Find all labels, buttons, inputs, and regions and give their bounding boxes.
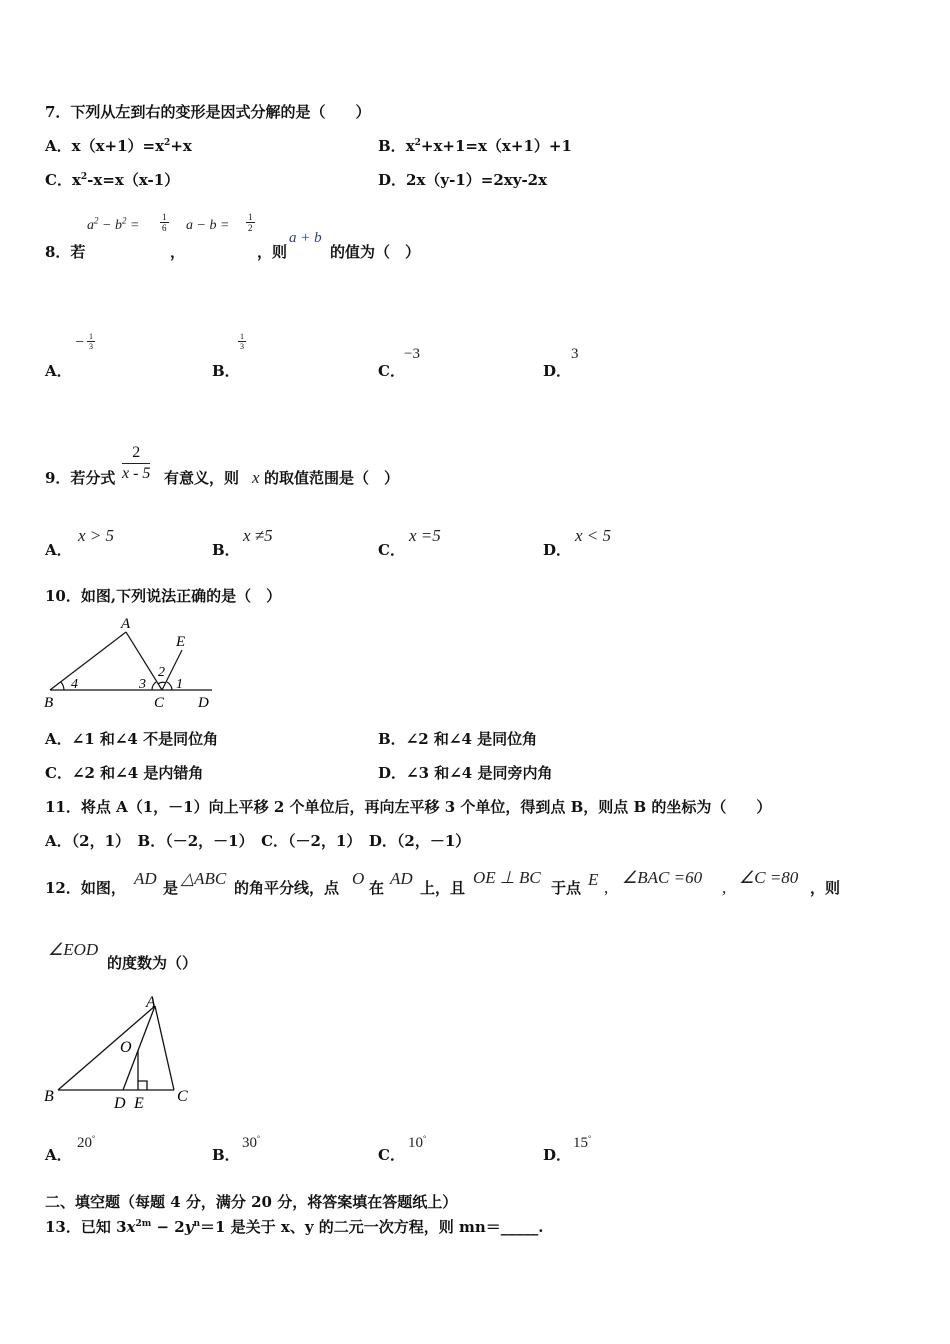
q12-angle-bac: ∠BAC =60 xyxy=(622,868,703,887)
q12-separator-1: , xyxy=(604,878,609,897)
q10-option-b: B．∠2 和∠4 是同位角 xyxy=(378,730,538,748)
q12-option-a-degree: ° xyxy=(92,1134,96,1143)
q8-comma-1: ， xyxy=(170,243,186,261)
q8-target-expression: a + b xyxy=(289,230,322,246)
q10-angle-3: 3 xyxy=(139,677,146,692)
q7-option-a: A．$x(x+1)=x^2+x$ xyxy=(45,137,192,155)
q10-angle-4: 4 xyxy=(71,677,78,692)
q12-option-b-label: B． xyxy=(212,1146,240,1164)
q10-angle-2: 2 xyxy=(158,665,165,680)
q8-condition-1: $a^2 - b^2$ = xyxy=(87,215,140,233)
q11-stem: 11．将点 A（1，－1）向上平移 2 个单位后，再向左平移 3 个单位，得到点 B，则点 B 的坐标为（ ） xyxy=(45,798,772,816)
q12-prefix: 12．如图， xyxy=(45,879,126,897)
q9-variable: x xyxy=(252,468,260,487)
q10-angle-1: 1 xyxy=(176,677,183,692)
q10-point-e: E xyxy=(176,634,186,650)
q8-option-c-label: C． xyxy=(378,362,405,380)
q8-tail: 的值为（ ） xyxy=(330,243,421,261)
q12-perpendicular: OE ⊥ BC xyxy=(473,868,541,887)
q9-fraction: $\frac{2}{x - 5}$ xyxy=(122,444,151,482)
q8-option-b-label: B． xyxy=(212,362,240,380)
q8-option-a-label: A． xyxy=(45,362,72,380)
q10-option-a: A．∠1 和∠4 不是同位角 xyxy=(45,730,219,748)
q12-angle-c: ∠C =80 xyxy=(739,868,799,887)
q10-point-d: D xyxy=(198,695,209,711)
q12-point-e: E xyxy=(588,870,599,889)
q9-option-a-label: A． xyxy=(45,541,72,559)
q13-stem: 13．已知 $3x^{2m} - 2y^n=1$ 是关于 x、y 的二元一次方程，则 mn＝_____. xyxy=(45,1218,544,1236)
q12-separator-2: , xyxy=(722,878,727,897)
q9-option-d-label: D． xyxy=(543,541,572,559)
q12-triangle: △ABC xyxy=(181,869,227,888)
q9-option-a-value: x > 5 xyxy=(78,526,115,545)
q12-foot: 于点 xyxy=(551,879,582,897)
q10-figure xyxy=(40,612,230,714)
q8-option-b-fraction: $\frac{1}{3}$ xyxy=(240,332,244,351)
q12-ad-2: AD xyxy=(390,869,413,888)
q12-and: 上，且 xyxy=(420,879,466,897)
q9-tail: 的取值范围是（ ） xyxy=(264,469,400,487)
q8-option-d-label: D． xyxy=(543,362,572,380)
q9-middle: 有意义，则 xyxy=(164,469,240,487)
q8-option-c-value: −3 xyxy=(404,346,420,362)
q12-fig-point-e: E xyxy=(134,1095,144,1112)
q12-is: 是 xyxy=(163,879,179,897)
q12-ad: AD xyxy=(134,869,157,888)
q13-answer-blank[interactable]: _____ xyxy=(500,1218,539,1236)
q8-condition-2: a − b = xyxy=(186,218,230,233)
q12-fig-point-a: A xyxy=(146,994,156,1011)
q12-fig-point-c: C xyxy=(177,1088,188,1105)
q12-option-c-degree: ° xyxy=(423,1134,427,1143)
q12-option-a-value: 20° xyxy=(77,1134,96,1151)
q10-option-c: C．∠2 和∠4 是内错角 xyxy=(45,764,204,782)
q11-options: A．（2，1） B．（－2，－1） C．（－2，1） D．（2，－1） xyxy=(45,832,471,850)
q12-option-c-value: 10° xyxy=(408,1134,427,1151)
q10-point-a: A xyxy=(121,616,131,632)
q12-figure xyxy=(40,990,200,1115)
q8-condition-1-fraction: $\frac{1}{6}$ xyxy=(162,212,167,233)
q9-option-b-value: x ≠5 xyxy=(243,526,273,545)
q9-option-b-label: B． xyxy=(212,541,240,559)
q7-option-d: D．2x（y-1）=2xy-2x xyxy=(378,171,548,189)
q8-condition-2-fraction: $\frac{1}{2}$ xyxy=(248,212,253,233)
q12-option-b-degree: ° xyxy=(257,1134,261,1143)
q12-option-a-label: A． xyxy=(45,1146,72,1164)
q8-option-a-fraction: $\frac{1}{3}$ xyxy=(89,332,93,351)
q10-stem: 10．如图,下列说法正确的是（ ） xyxy=(45,587,282,605)
q12-fig-point-b: B xyxy=(44,1088,54,1105)
q9-option-d-value: x < 5 xyxy=(575,526,612,545)
section-2-title: 二、填空题（每题 4 分，满分 20 分，将答案填在答题纸上） xyxy=(45,1193,458,1211)
q7-option-c: C．$x^2-x=x(x-1)$ xyxy=(45,171,180,189)
q12-on: 在 xyxy=(369,879,385,897)
q12-fig-point-o: O xyxy=(120,1039,132,1056)
q12-ask: 的度数为（） xyxy=(107,954,198,972)
q12-point-o: O xyxy=(352,869,365,888)
q10-point-b: B xyxy=(44,695,54,711)
q10-point-c: C xyxy=(154,695,165,711)
q9-option-c-value: x =5 xyxy=(409,526,441,545)
q8-option-d-value: 3 xyxy=(571,346,579,362)
q9-option-c-label: C． xyxy=(378,541,405,559)
q12-then: ，则 xyxy=(810,879,841,897)
q12-option-c-label: C． xyxy=(378,1146,405,1164)
q12-option-d-value: 15° xyxy=(573,1134,592,1151)
q12-bisector: 的角平分线，点 xyxy=(234,879,340,897)
q12-option-b-value: 30° xyxy=(242,1134,261,1151)
q12-option-d-label: D． xyxy=(543,1146,572,1164)
q7-stem: 7．下列从左到右的变形是因式分解的是（ ） xyxy=(45,103,371,121)
q8-comma-2: ，则 xyxy=(257,243,288,261)
q8-number: 8．若 xyxy=(45,243,86,261)
q12-angle-eod: ∠EOD xyxy=(48,940,99,959)
q7-option-b: B．$x^2+x+1=x(x+1)+1$ xyxy=(378,137,572,155)
q9-prefix: 9．若分式 xyxy=(45,469,116,487)
q12-option-d-degree: ° xyxy=(588,1134,592,1143)
q8-option-a-sign: − xyxy=(75,334,85,351)
q10-option-d: D．∠3 和∠4 是同旁内角 xyxy=(378,764,553,782)
q12-fig-point-d: D xyxy=(114,1095,126,1112)
